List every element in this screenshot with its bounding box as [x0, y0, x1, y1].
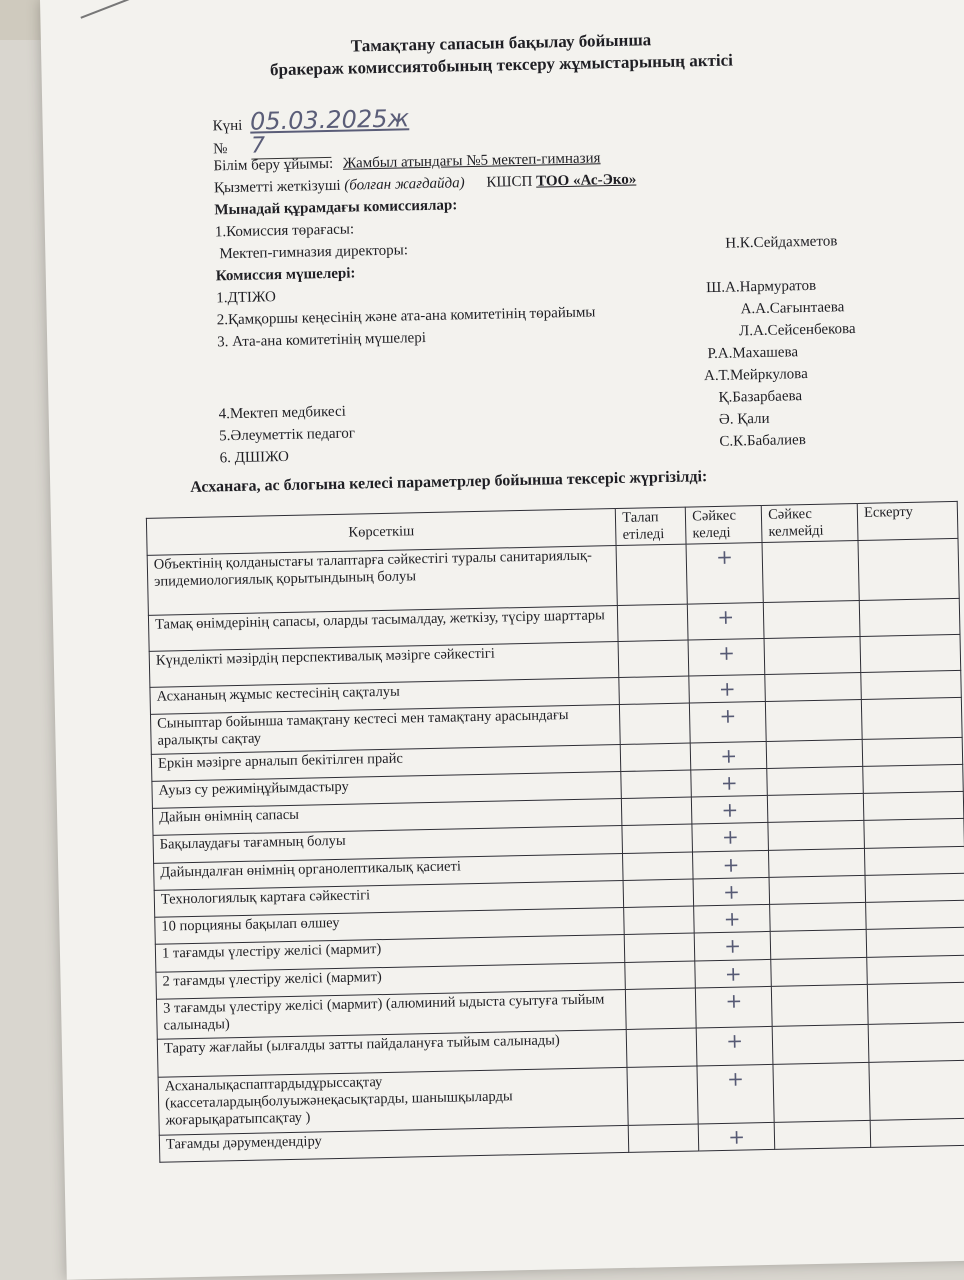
compliant-mark: +: [695, 959, 771, 988]
compliant-mark: +: [693, 877, 769, 906]
note-cell: [863, 791, 963, 820]
note-cell: [867, 955, 964, 984]
note-cell: [860, 634, 961, 672]
indicator-cell: Тарату жағлайы (ылғалды затты пайдалануға тыйым салынады): [157, 1029, 627, 1077]
indicator-cell: Дайын өнімнің сапасы: [152, 798, 622, 835]
required-cell: [623, 852, 693, 880]
note-cell: [866, 900, 964, 929]
compliant-mark: +: [691, 768, 767, 797]
compliant-mark: +: [698, 1122, 774, 1151]
required-cell: [625, 961, 695, 989]
indicator-cell: Күнделікті мәзірдің перспективалық мәзірге сәйкестігі: [149, 642, 619, 688]
required-cell: [618, 604, 689, 641]
org-label: Білім беру ұйымы:: [213, 155, 334, 175]
member-name: А.А.Сағынтаева: [740, 299, 845, 318]
supplier-prefix: КШСП: [486, 173, 533, 191]
indicator-cell: 1 тағамды үлестіру желісі (мармит): [155, 934, 625, 972]
required-cell: [623, 879, 693, 907]
compliant-mark: +: [693, 850, 769, 879]
indicator-cell: Ауыз су режиміңұйымдастыру: [152, 771, 622, 808]
required-cell: [621, 743, 691, 771]
required-cell: [618, 640, 689, 677]
note-cell: [859, 598, 960, 636]
note-cell: [865, 873, 964, 902]
indicator-cell: Асхананың жұмыс кестесінің сақталуы: [150, 678, 620, 715]
noncompliant-cell: [770, 902, 866, 931]
compliant-mark: +: [696, 1026, 773, 1066]
members-heading: Комиссия мүшелері:: [215, 265, 356, 285]
noncompliant-cell: [766, 739, 862, 768]
indicator-cell: Технологиялық картаға сәйкестігі: [154, 880, 624, 917]
required-cell: [616, 544, 687, 605]
indicator-cell: Тамақ өнімдерінің сапасы, оларды тасымалдау, жеткізу, түсіру шарттары: [148, 606, 618, 652]
required-cell: [619, 676, 689, 704]
supplier-line: [214, 172, 637, 198]
date-value: 05.03.2025ж: [249, 104, 410, 136]
note-cell: [867, 982, 964, 1024]
column-header-required: Талап етіледі: [616, 507, 687, 545]
member-role: 4.Мектеп медбикесі: [218, 403, 347, 423]
note-cell: [864, 818, 964, 848]
member-name: Қ.Базарбаева: [718, 388, 803, 406]
noncompliant-cell: [765, 672, 861, 701]
compliant-mark: +: [686, 542, 763, 604]
noncompliant-cell: [772, 1024, 869, 1064]
section-title: Асханаға, ас блогына келесі параметрлер бойынша тексеріс жүргізілді:: [190, 468, 708, 496]
commission-intro: Мынадай құрамдағы комиссиялар:: [214, 197, 458, 219]
note-cell: [863, 764, 963, 793]
indicator-cell: 3 тағамды үлестіру желісі (мармит) (алюминий ыдыста суытуға тыйым салынады): [156, 989, 626, 1039]
noncompliant-cell: [762, 540, 859, 602]
noncompliant-cell: [773, 1062, 870, 1122]
required-cell: [627, 1066, 698, 1125]
note-cell: [861, 697, 962, 739]
indicator-cell: Объектінің қолданыстағы талаптарға сәйкестігі туралы санитариялық-эпидемиологиялық қорытындының болуы: [147, 546, 617, 616]
noncompliant-cell: [772, 984, 869, 1026]
title-line-1: Тамақтану сапасын бақылау бойынша: [350, 30, 652, 56]
indicator-cell: Бақылаудағы тағамның болуы: [153, 825, 623, 863]
inspection-table: [146, 501, 964, 1163]
note-cell: [858, 538, 959, 600]
member-role: 3. Ата-ана комитетінің мүшелері: [217, 329, 427, 351]
member-name: Л.А.Сейсенбекова: [738, 320, 856, 340]
noncompliant-cell: [770, 929, 866, 959]
member-role: 6. ДШІЖО: [219, 448, 290, 467]
required-cell: [627, 1028, 698, 1067]
org-value: Жамбыл атындағы №5 мектеп-гимназия: [342, 150, 601, 172]
act-document-page: [40, 0, 964, 1280]
noncompliant-cell: [768, 793, 864, 822]
required-cell: [621, 770, 691, 798]
noncompliant-cell: [771, 957, 867, 986]
document-title: [191, 26, 812, 83]
note-cell: [866, 927, 964, 957]
member-role: 2.Қамқоршы кеңесінің және ата-ана комитетінің төрайымы: [216, 304, 596, 329]
chair-role: Мектеп-гимназия директоры:: [219, 242, 409, 263]
compliant-mark: +: [688, 638, 765, 676]
note-cell: [870, 1118, 964, 1147]
noncompliant-cell: [774, 1120, 870, 1149]
compliant-mark: +: [692, 795, 768, 824]
noncompliant-cell: [768, 820, 864, 850]
column-header-note: Ескерту: [857, 501, 958, 540]
indicator-cell: 10 порцияны бақылап өлшеу: [155, 907, 625, 944]
required-cell: [626, 988, 697, 1029]
note-cell: [865, 846, 964, 875]
member-name: А.Т.Мейркулова: [703, 366, 808, 385]
required-cell: [625, 933, 696, 962]
supplier-value: ТОО «Ас-Эко»: [535, 171, 637, 190]
note-cell: [868, 1022, 964, 1062]
required-cell: [622, 824, 693, 853]
compliant-mark: +: [694, 904, 770, 933]
required-cell: [620, 703, 691, 744]
number-value: 7: [251, 132, 332, 160]
member-name: Ә. Қали: [718, 410, 770, 428]
required-cell: [624, 906, 694, 934]
note-cell: [862, 737, 962, 766]
pencil-mark: [80, 0, 155, 19]
note-cell: [861, 670, 961, 699]
title-line-2: бракераж комиссиятобының тексеру жұмыстарының актісі: [269, 50, 734, 80]
supplier-note: (болған жағдайда): [344, 175, 465, 194]
date-label: Күні: [212, 117, 243, 135]
indicator-cell: Еркін мәзірге арналып бекітілген прайс: [151, 745, 621, 782]
indicator-cell: Сыныптар бойынша тамақтану кестесі мен тамақтану арасындағы аралықты сақтау: [150, 705, 620, 755]
member-name: Ш.А.Нармуратов: [706, 277, 817, 297]
column-header-noncompliant: Сәйкес келмейді: [761, 503, 858, 542]
compliant-mark: +: [689, 674, 765, 703]
member-name: Р.А.Махашева: [707, 344, 799, 363]
note-cell: [869, 1060, 964, 1120]
noncompliant-cell: [769, 848, 865, 877]
compliant-mark: +: [694, 931, 771, 961]
member-role: 5.Әлеуметтік педагог: [219, 425, 356, 445]
indicator-cell: 2 тағамды үлестіру желісі (мармит): [156, 962, 626, 999]
noncompliant-cell: [767, 766, 863, 795]
noncompliant-cell: [769, 875, 865, 904]
member-role: 1.ДТІЖО: [216, 289, 276, 307]
noncompliant-cell: [764, 636, 861, 674]
required-cell: [629, 1124, 699, 1152]
table-body: [147, 538, 964, 1162]
column-header-indicator: Көрсеткіш: [146, 509, 616, 556]
compliant-mark: +: [697, 1064, 774, 1124]
indicator-cell: Дайындалған өнімнің органолептикалық қасиеті: [154, 853, 624, 890]
indicator-cell: Тағамды дәрумендендіру: [159, 1125, 629, 1162]
column-header-compliant: Сәйкес келеді: [686, 506, 763, 545]
number-label: №: [212, 141, 228, 158]
chair-heading: 1.Комиссия төрағасы:: [214, 221, 355, 241]
member-name: С.К.Бабалиев: [719, 432, 807, 450]
noncompliant-cell: [766, 699, 863, 741]
required-cell: [622, 797, 692, 825]
indicator-cell: Асханалықаспаптардыдұрыссақтау (кассеталардыңболуыжәнеқасықтарды, шанышқыларды жоғарықаратыпсақтау ): [158, 1067, 628, 1135]
compliant-mark: +: [692, 822, 769, 852]
compliant-mark: +: [696, 986, 773, 1028]
noncompliant-cell: [763, 600, 860, 638]
compliant-mark: +: [690, 701, 767, 743]
compliant-mark: +: [688, 602, 765, 640]
compliant-mark: +: [690, 741, 766, 770]
supplier-label: Қызметті жеткізуші: [213, 177, 341, 197]
chair-name: Н.К.Сейдахметов: [725, 233, 838, 252]
